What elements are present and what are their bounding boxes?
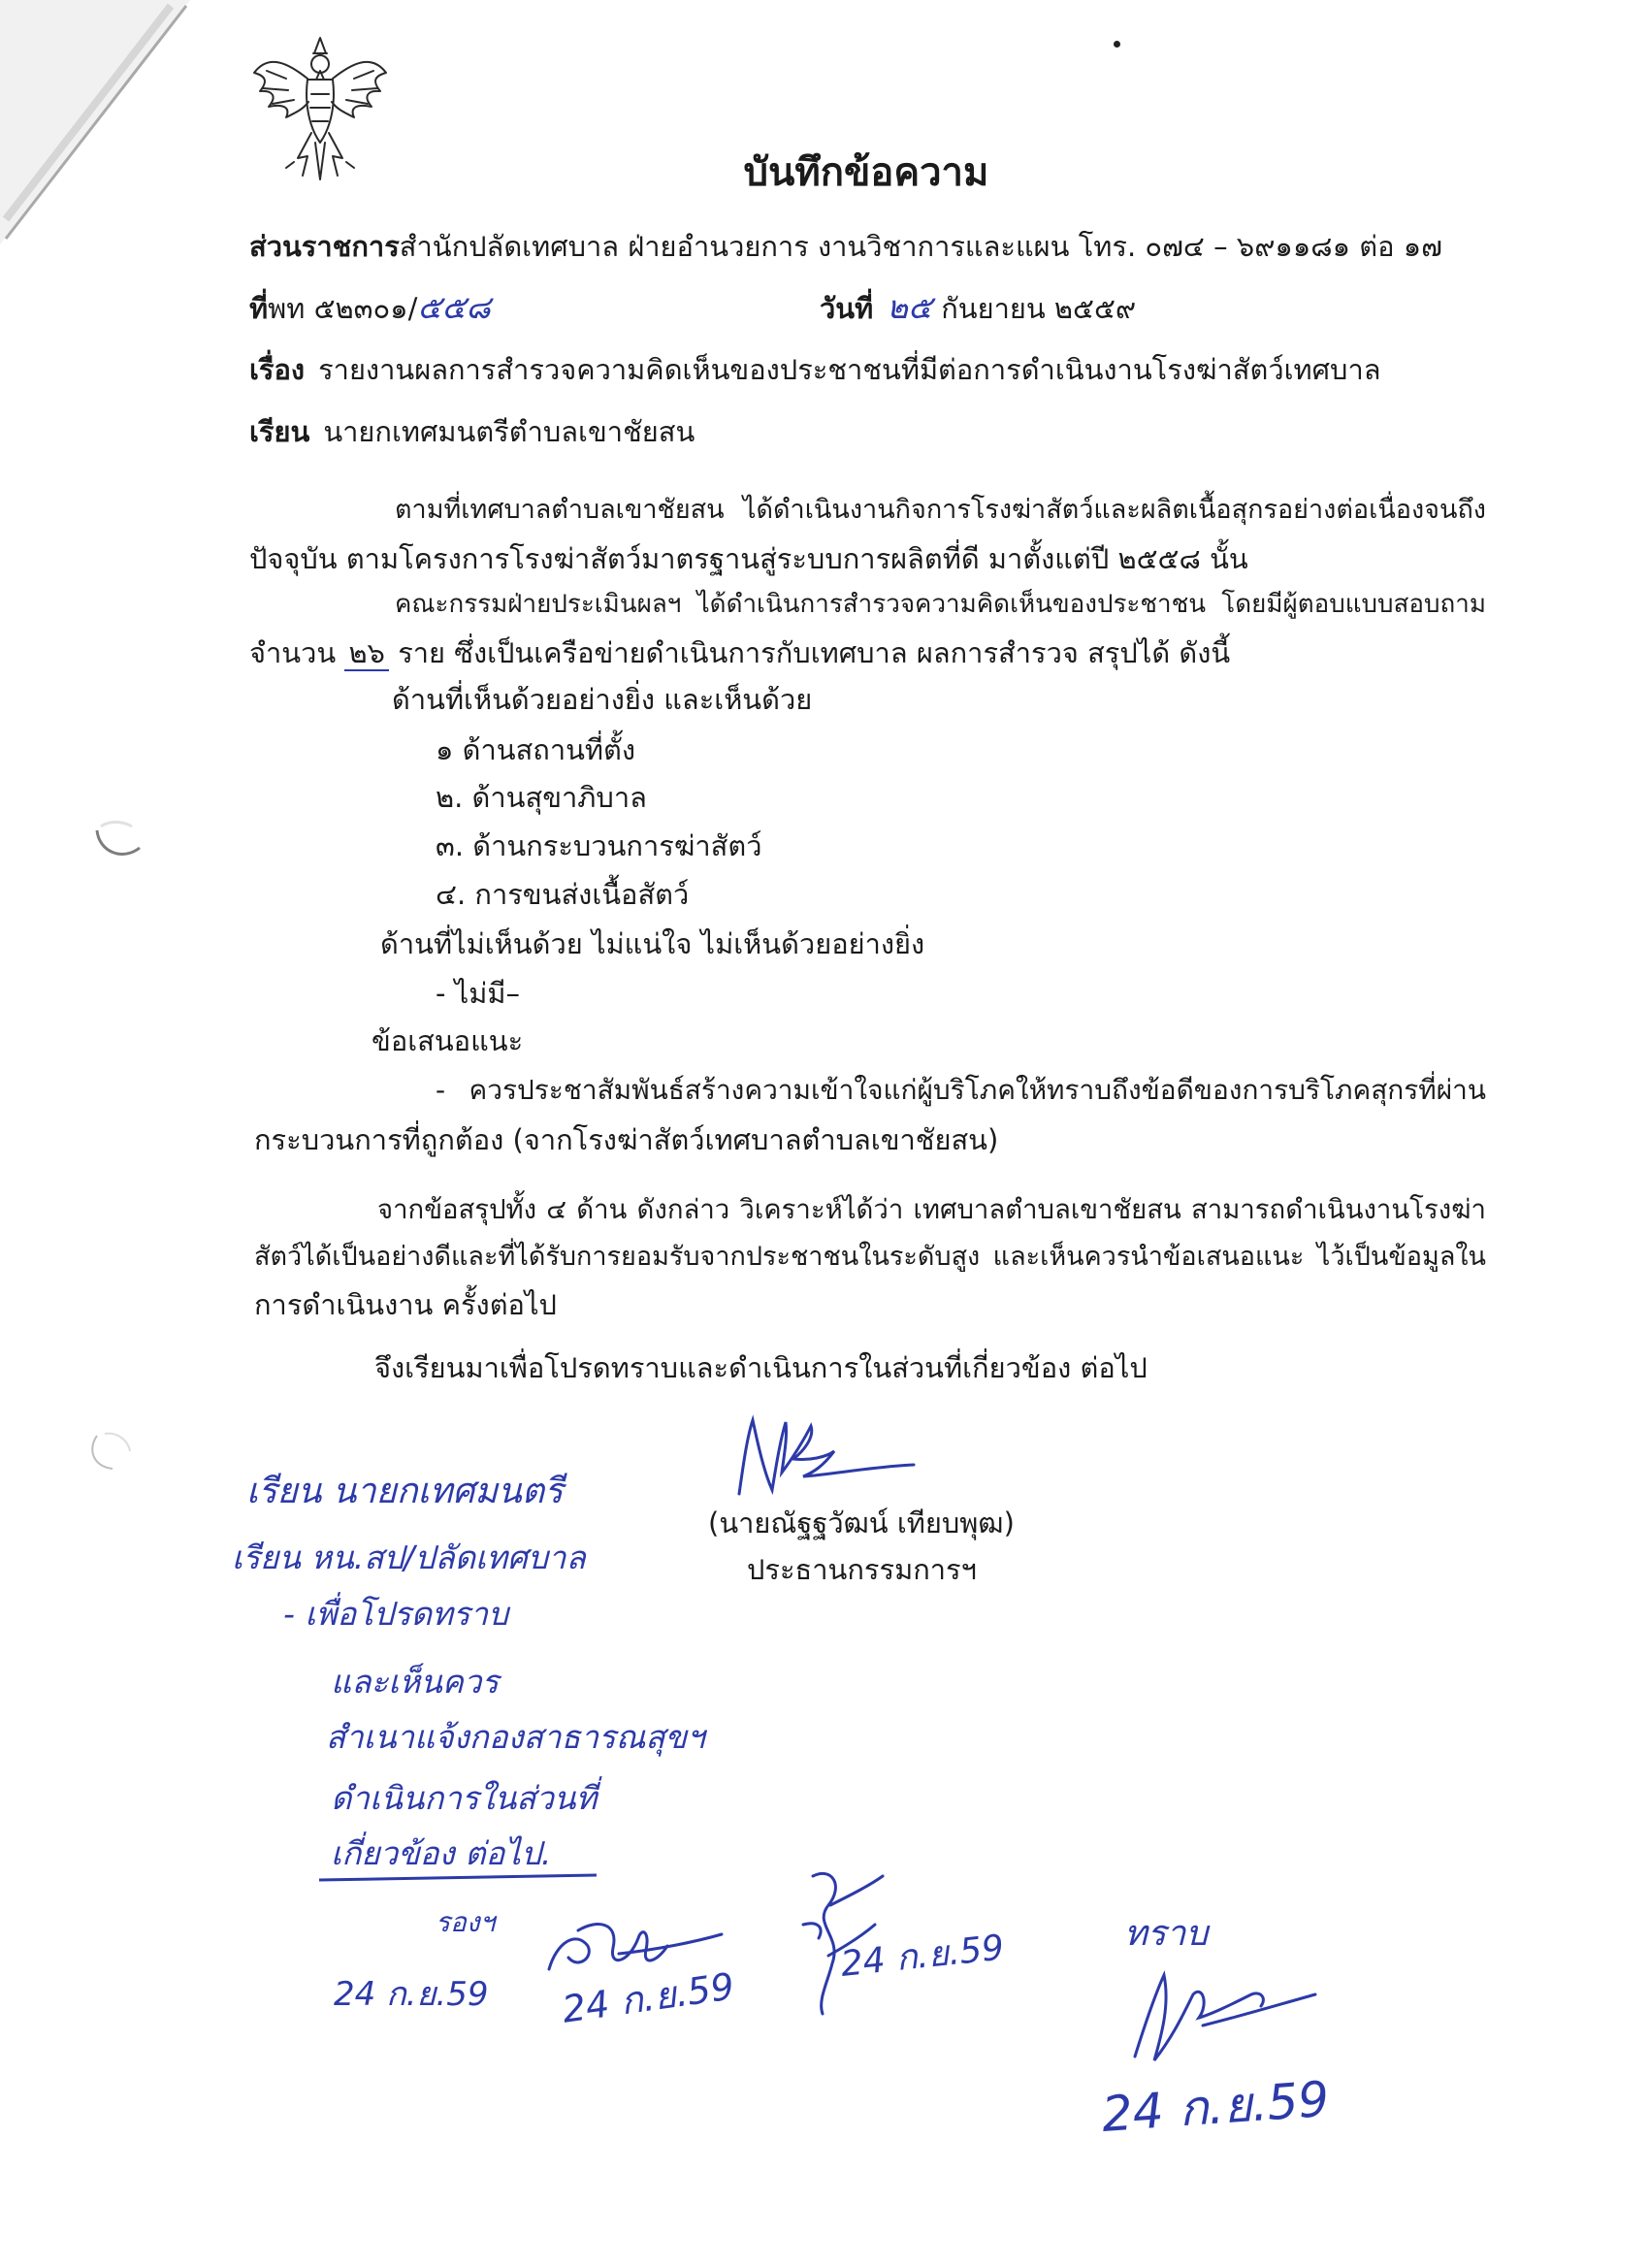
closing-line: จึงเรียนมาเพื่อโปรดทราบและดำเนินการในส่วนที่เกี่ยวข้อง ต่อไป	[374, 1351, 1148, 1384]
addressee-label: เรียน	[249, 415, 310, 448]
reference-row	[249, 288, 792, 328]
handwritten-date: 24 ก.ย.59	[838, 1928, 1007, 1985]
date-label: วันที่	[820, 292, 874, 325]
garuda-emblem-icon	[247, 34, 393, 184]
agree-item: ๓. ด้านกระบวนการฆ่าสัตว์	[436, 829, 762, 862]
respondent-count: ๒๖	[344, 636, 389, 671]
survey-line-1: คณะกรรมฝ่ายประเมินผลฯ ได้ดำเนินการสำรวจความคิดเห็นของประชาชน โดยมีผู้ตอบแบบสอบถาม	[395, 590, 1486, 619]
survey-count-prefix: จำนวน	[249, 636, 337, 669]
subject-label: เรื่อง	[249, 353, 306, 386]
background-line-2: ปัจจุบัน ตามโครงการโรงฆ่าสัตว์มาตรฐานสู่ระบบการผลิตที่ดี มาตั้งแต่ปี ๒๕๕๘ นั้น	[249, 542, 1248, 575]
agree-item: ๒. ด้านสุขาภิบาล	[436, 781, 647, 814]
addressee-row	[249, 412, 1501, 451]
agency-value: สำนักปลัดเทศบาล ฝ่ายอำนวยการ งานวิชาการและแผน โทร. ๐๗๔ – ๖๙๑๑๘๑ ต่อ ๑๗	[399, 230, 1442, 263]
handwritten-note-line: - เพื่อโปรดทราบ	[283, 1595, 509, 1633]
handwritten-note-line: เกี่ยวข้อง ต่อไป.	[331, 1834, 552, 1872]
agree-heading: ด้านที่เห็นด้วยอย่างยิ่ง และเห็นด้วย	[392, 683, 813, 716]
handwritten-note-line: สำเนาแจ้งกองสาธารณสุขฯ	[326, 1718, 705, 1756]
addressee-value: นายกเทศมนตรีตำบลเขาชัยสน	[323, 415, 695, 448]
conclusion-line-1: จากข้อสรุปทั้ง ๔ ด้าน ดังกล่าว วิเคราะห์ได้ว่า เทศบาลตำบลเขาชัยสน สามารถดำเนินงานโรงฆ่า	[377, 1194, 1486, 1225]
agree-item: ๔. การขนส่งเนื้อสัตว์	[436, 878, 690, 911]
subject-row	[249, 350, 1501, 389]
date-row	[820, 288, 1305, 328]
page-fold-corner	[0, 0, 204, 252]
survey-line-2	[249, 633, 1486, 672]
handwritten-note-line: และเห็นควร	[331, 1663, 500, 1701]
reference-label: ที่	[249, 292, 269, 325]
date-handwritten-day: ๒๕	[887, 288, 932, 326]
disagree-heading: ด้านที่ไม่เห็นด้วย ไม่แน่ใจ ไม่เห็นด้วยอย่างยิ่ง	[380, 927, 925, 960]
executive-signature	[1116, 1956, 1319, 2067]
signatory-position: ประธานกรรมการฯ	[747, 1553, 977, 1586]
date-month-year: กันยายน ๒๕๕๙	[941, 292, 1137, 325]
suggestion-line-1: - ควรประชาสัมพันธ์สร้างความเข้าใจแก่ผู้บริโภคให้ทราบถึงข้อดีของการบริโภคสุกรที่ผ่าน	[436, 1074, 1486, 1106]
handwritten-note-line: ดำเนินการในส่วนที่	[331, 1779, 598, 1817]
suggestions-heading: ข้อเสนอแนะ	[372, 1024, 524, 1057]
handwritten-date: 24 ก.ย.59	[334, 1975, 489, 2014]
deputy-mark: รองฯ	[436, 1906, 496, 1938]
handwritten-note-line: เรียน หน.สป/ปลัดเทศบาล	[232, 1539, 586, 1576]
conclusion-line-2: สัตว์ได้เป็นอย่างดีและที่ได้รับการยอมรับจากประชาชนในระดับสูง และเห็นควรนำข้อเสนอแนะ ไว้เป็นข้อมูลใน	[254, 1242, 1486, 1272]
conclusion-line-3: การดำเนินงาน ครั้งต่อไป	[254, 1288, 557, 1321]
memo-title: บันทึกข้อความ	[743, 150, 989, 195]
reference-value: พท ๕๒๓๐๑/	[268, 292, 418, 325]
suggestion-line-2: กระบวนการที่ถูกต้อง (จากโรงฆ่าสัตว์เทศบาลตำบลเขาชัยสน)	[254, 1123, 999, 1156]
signatory-name: (นายณัฐฐวัฒน์ เทียบพุฒ)	[708, 1507, 1015, 1539]
handwritten-note-line: เรียน นายกเทศมนตรี	[246, 1472, 564, 1511]
agency-row	[249, 227, 1501, 266]
punch-hole-mark-upper	[89, 813, 147, 867]
scan-speck	[1114, 41, 1120, 48]
subject-value: รายงานผลการสำรวจความคิดเห็นของประชาชนที่มีต่อการดำเนินงานโรงฆ่าสัตว์เทศบาล	[318, 353, 1381, 386]
handwritten-date: 24 ก.ย.59	[1099, 2070, 1331, 2143]
survey-count-suffix: ราย ซึ่งเป็นเครือข่ายดำเนินการกับเทศบาล ผลการสำรวจ สรุปได้ ดังนี้	[398, 636, 1231, 669]
agree-item: ๑ ด้านสถานที่ตั้ง	[436, 733, 636, 766]
acknowledged-note: ทราบ	[1124, 1914, 1209, 1954]
disagree-item: - ไม่มี–	[436, 977, 520, 1010]
chairman-signature	[726, 1409, 920, 1501]
agency-label: ส่วนราชการ	[249, 230, 400, 263]
handwritten-date: 24 ก.ย.59	[559, 1964, 737, 2031]
background-line-1: ตามที่เทศบาลตำบลเขาชัยสน ได้ดำเนินงานกิจการโรงฆ่าสัตว์และผลิตเนื้อสุกรอย่างต่อเนื่องจนถึง	[395, 495, 1486, 525]
punch-hole-mark-lower	[83, 1426, 142, 1480]
reference-handwritten-number: ๕๕๘	[417, 288, 491, 326]
